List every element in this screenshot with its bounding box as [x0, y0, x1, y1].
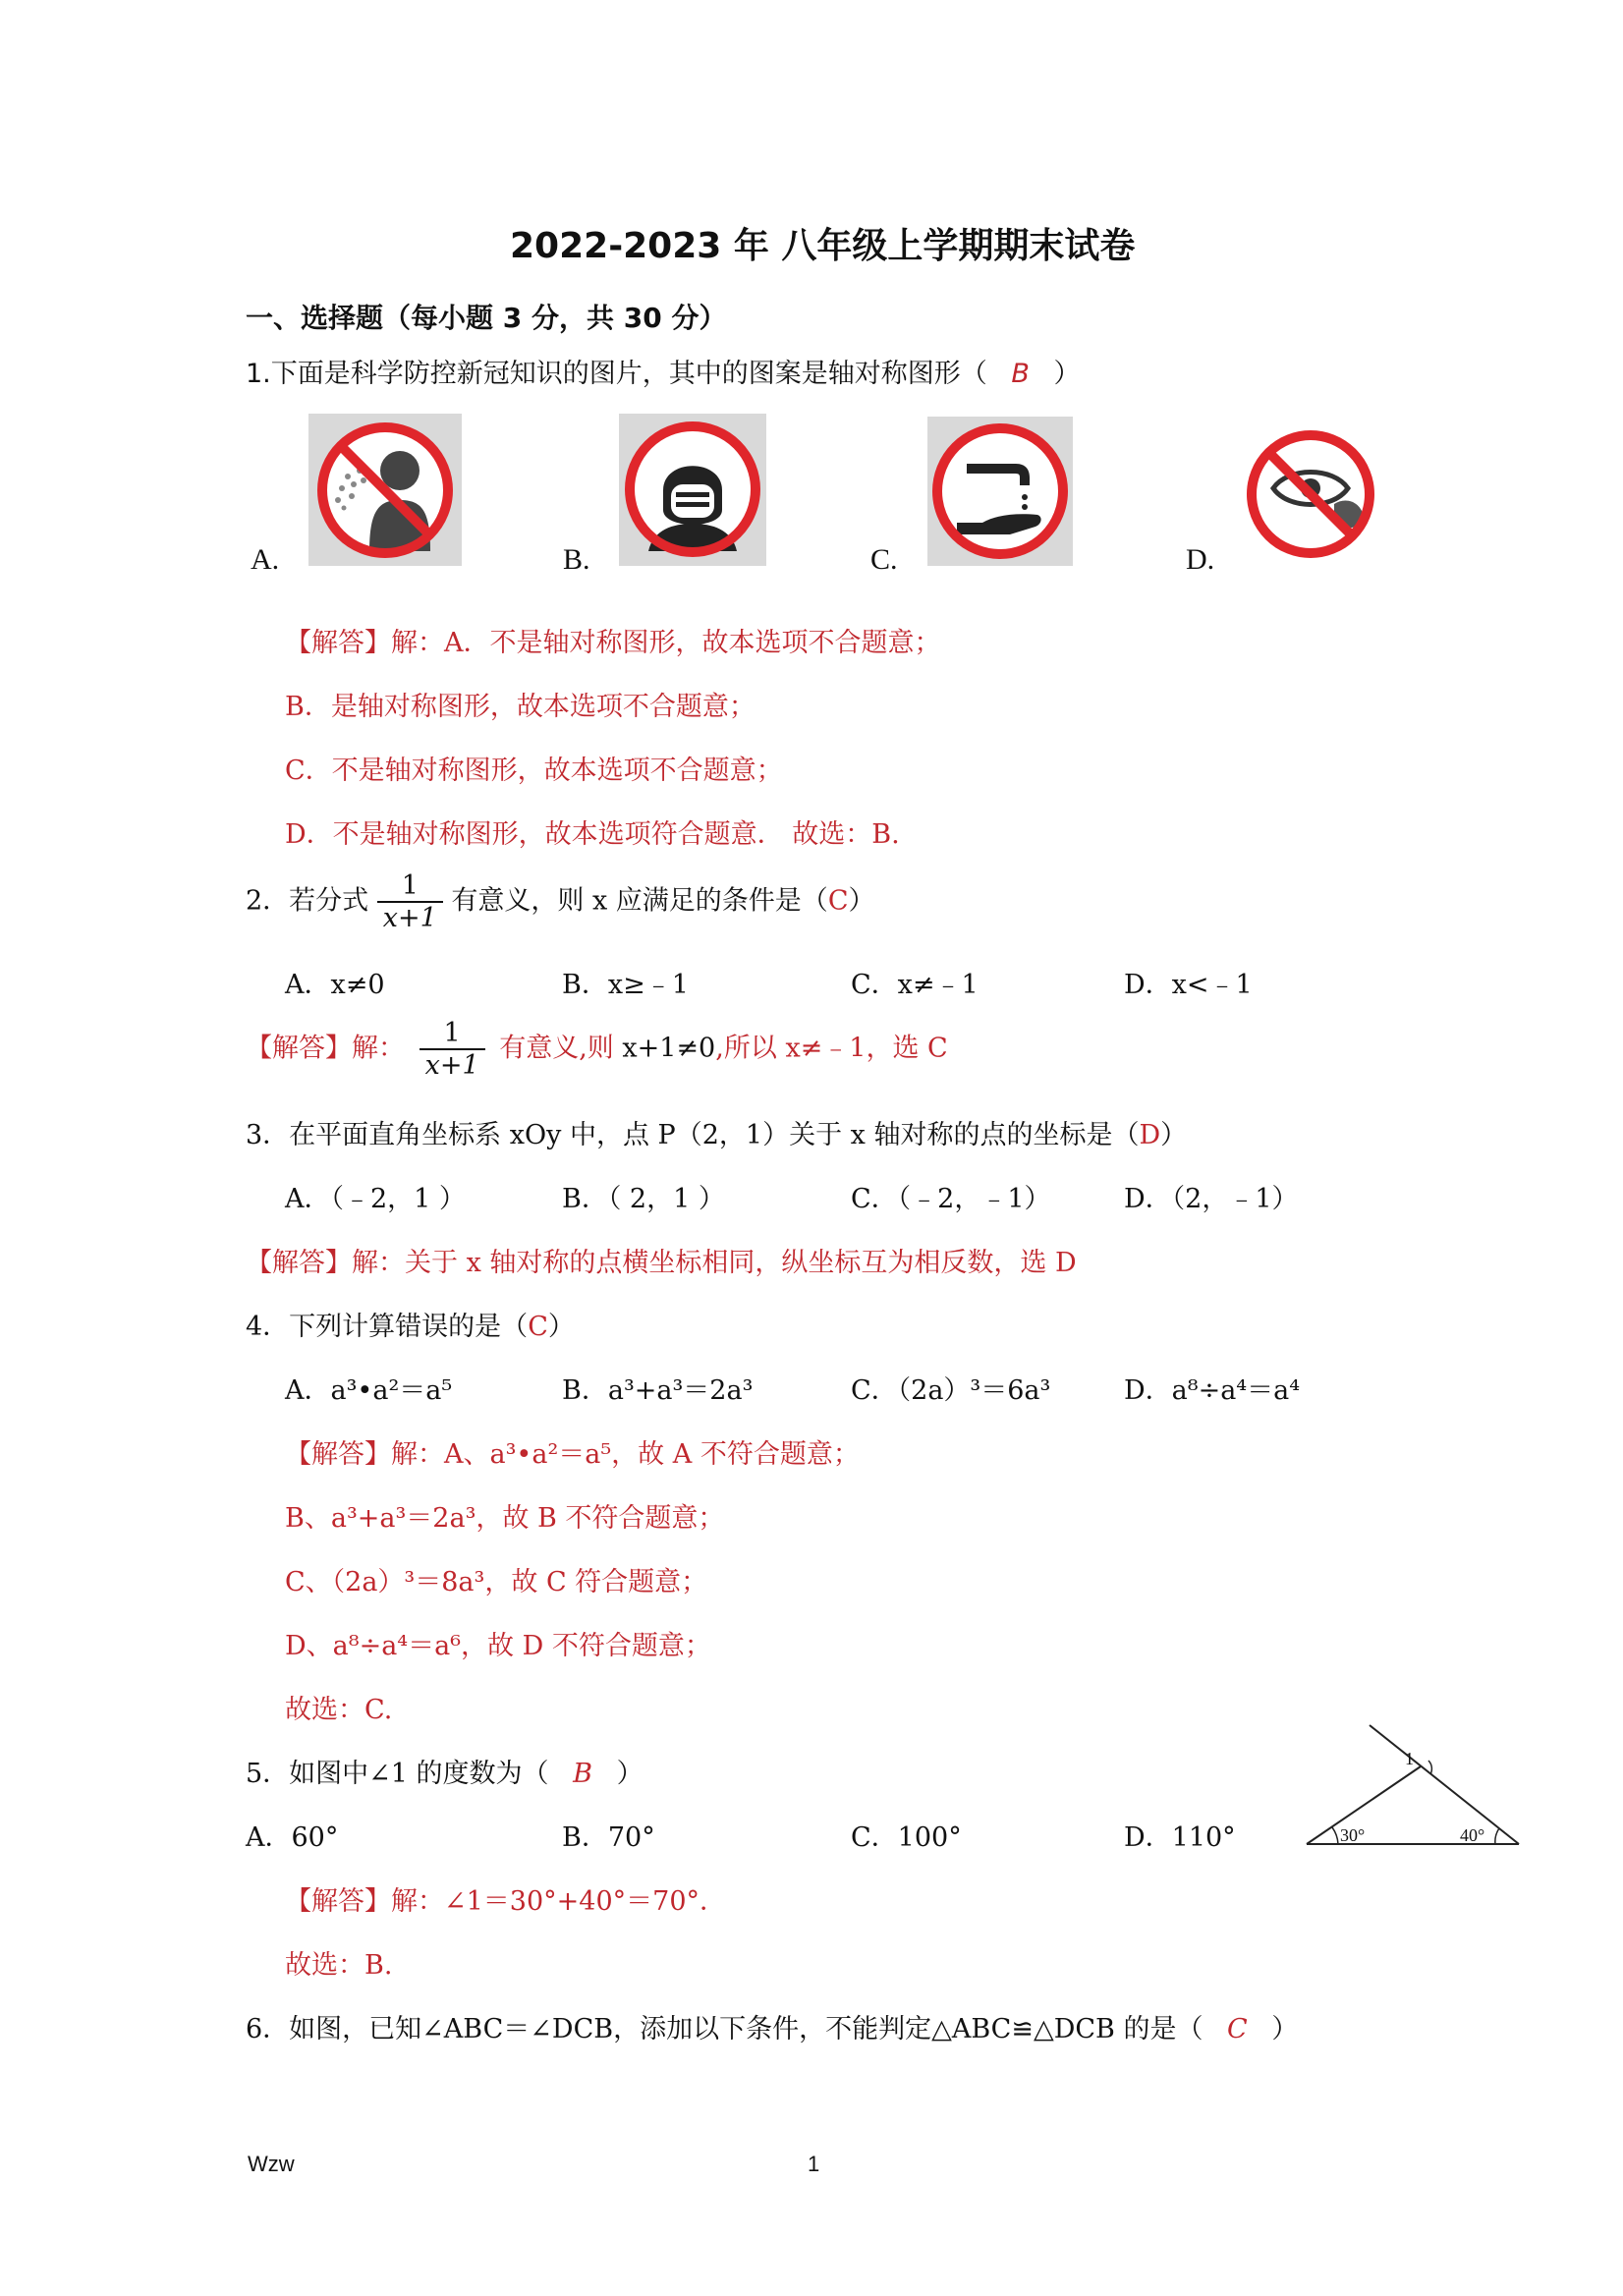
q5-option-d: D．110°: [1124, 1822, 1236, 1853]
q5-solution: 【解答】解：∠1＝30°+40°＝70°．: [285, 1886, 726, 1917]
q1-option-b-label: B.: [563, 543, 590, 576]
q4-answer: C: [528, 1312, 548, 1342]
q3-stem-text: 3．在平面直角坐标系 xOy 中，点 P（2，1）关于 x 轴对称的点的坐标是（: [246, 1120, 1140, 1150]
mask-face-icon: [619, 414, 766, 566]
q5-label-30: 30°: [1340, 1825, 1366, 1845]
q2-sol-b: 有意义,则: [499, 1033, 614, 1064]
q5-option-a: A．60°: [246, 1822, 339, 1853]
question-6-stem: [246, 2007, 1298, 2045]
q1-close: ）: [1053, 359, 1081, 389]
q2-stem-b: 有意义，则 x 应满足的条件是（: [451, 885, 828, 917]
page-title: 2022-2023 年 八年级上学期期末试卷: [510, 226, 1136, 266]
q1-answer: B: [1011, 359, 1030, 389]
q2-stem-a: 2．若分式: [246, 885, 369, 917]
q1-solution-line-4: D．不是轴对称图形，故本选项符合题意． 故选：B.: [285, 819, 900, 850]
q2-solution: [246, 1018, 948, 1081]
q5-stem-text: 5．如图中∠1 的度数为（: [246, 1759, 549, 1789]
q2-option-a: A．x≠0: [285, 970, 385, 1000]
q3-option-a: A．（﹣2，1 ）: [285, 1184, 466, 1214]
q5-label-1: 1: [1405, 1749, 1414, 1768]
q5-option-c: C．100°: [851, 1822, 962, 1853]
q2-sol-frac-den: x+1: [424, 1050, 479, 1082]
q4-option-c: C．（2a）³＝6a³: [851, 1375, 1051, 1406]
q2-frac-den: x+1: [382, 903, 437, 934]
q3-close: ）: [1160, 1120, 1188, 1150]
q4-option-d: D．a⁸÷a⁴＝a⁴: [1124, 1375, 1301, 1406]
q5-option-b: B．70°: [562, 1822, 655, 1853]
q1-solution-line-3: C．不是轴对称图形，故本选项不合题意；: [285, 756, 783, 786]
question-4-stem: [246, 1305, 575, 1343]
q2-sol-frac-num: 1: [420, 1018, 485, 1050]
q1-solution-line-2: B．是轴对称图形，故本选项不合题意；: [285, 692, 756, 722]
q5-triangle-figure: [1299, 1719, 1525, 1862]
q4-solution-line-3: C、（2a）³＝8a³，故 C 符合题意；: [285, 1567, 708, 1597]
q2-sol-d: ,所以: [715, 1033, 777, 1064]
q2-sol-c: x+1≠0: [622, 1033, 716, 1064]
q4-stem-text: 4．下列计算错误的是（: [246, 1312, 529, 1342]
q5-angle-arc-40: [1495, 1828, 1499, 1844]
q5-slant-line: [1370, 1725, 1519, 1844]
q2-option-b: B．x≥﹣1: [562, 970, 689, 1000]
question-1-stem: [246, 352, 1080, 390]
hand-washing-icon: [927, 417, 1073, 566]
q6-stem-text: 6．如图，已知∠ABC＝∠DCB，添加以下条件，不能判定△ABC≌△DCB 的是（: [246, 2014, 1203, 2044]
q2-sol-fraction: [420, 1018, 485, 1081]
q3-solution: 【解答】解：关于 x 轴对称的点横坐标相同，纵坐标互为相反数，选 D: [246, 1248, 1077, 1278]
eye-touch-forbidden-icon: [1244, 427, 1377, 561]
q5-solution-choice: 故选：B.: [285, 1950, 393, 1981]
q5-angle-arc-30: [1332, 1827, 1338, 1844]
q1-option-c-label: C.: [870, 543, 898, 576]
q5-answer: B: [573, 1759, 592, 1789]
q2-frac-num: 1: [377, 870, 443, 903]
q2-option-d: D．x<﹣1: [1124, 970, 1253, 1000]
q2-fraction: [377, 870, 443, 933]
q5-label-40: 40°: [1460, 1825, 1485, 1845]
q4-solution-line-1: 【解答】解：A、a³•a²＝a⁵，故 A 不符合题意；: [285, 1439, 860, 1470]
q1-solution-line-1: 【解答】解：A．不是轴对称图形，故本选项不合题意；: [285, 628, 941, 658]
cough-forbidden-icon: [308, 414, 462, 566]
q4-solution-line-5: 故选：C.: [285, 1695, 393, 1725]
q6-answer: C: [1227, 2014, 1248, 2044]
q5-close: ）: [616, 1759, 644, 1789]
q4-solution-line-4: D、a⁸÷a⁴＝a⁶，故 D 不符合题意；: [285, 1631, 711, 1661]
q2-sol-a: 【解答】解：: [246, 1033, 405, 1064]
q3-answer: D: [1139, 1120, 1161, 1150]
q3-option-d: D．（2，﹣1）: [1124, 1184, 1299, 1214]
question-5-stem: [246, 1752, 644, 1790]
q2-option-c: C．x≠﹣1: [851, 970, 979, 1000]
q3-option-b: B．（ 2，1 ）: [562, 1184, 725, 1214]
q2-sol-e: x≠﹣1，选 C: [785, 1033, 948, 1064]
footer-author: Wzw: [248, 2152, 295, 2176]
q2-close: ）: [848, 885, 875, 917]
q4-solution-line-2: B、a³+a³＝2a³，故 B 不符合题意；: [285, 1503, 725, 1534]
q4-option-a: A．a³•a²＝a⁵: [285, 1375, 453, 1406]
q4-option-b: B．a³+a³＝2a³: [562, 1375, 754, 1406]
q1-option-d-label: D.: [1186, 543, 1215, 576]
question-2-stem: [246, 870, 874, 933]
q1-stem-text: 1.下面是科学防控新冠知识的图片，其中的图案是轴对称图形（: [246, 359, 987, 389]
q3-option-c: C．（﹣2，﹣1）: [851, 1184, 1051, 1214]
q4-close: ）: [547, 1312, 575, 1342]
question-3-stem: [246, 1113, 1187, 1151]
page-number: 1: [808, 2152, 820, 2176]
q2-answer: C: [827, 885, 849, 917]
q6-close: ）: [1271, 2014, 1299, 2044]
section-heading: 一、选择题（每小题 3 分，共 30 分）: [246, 302, 727, 334]
q1-option-a-label: A.: [251, 543, 280, 576]
